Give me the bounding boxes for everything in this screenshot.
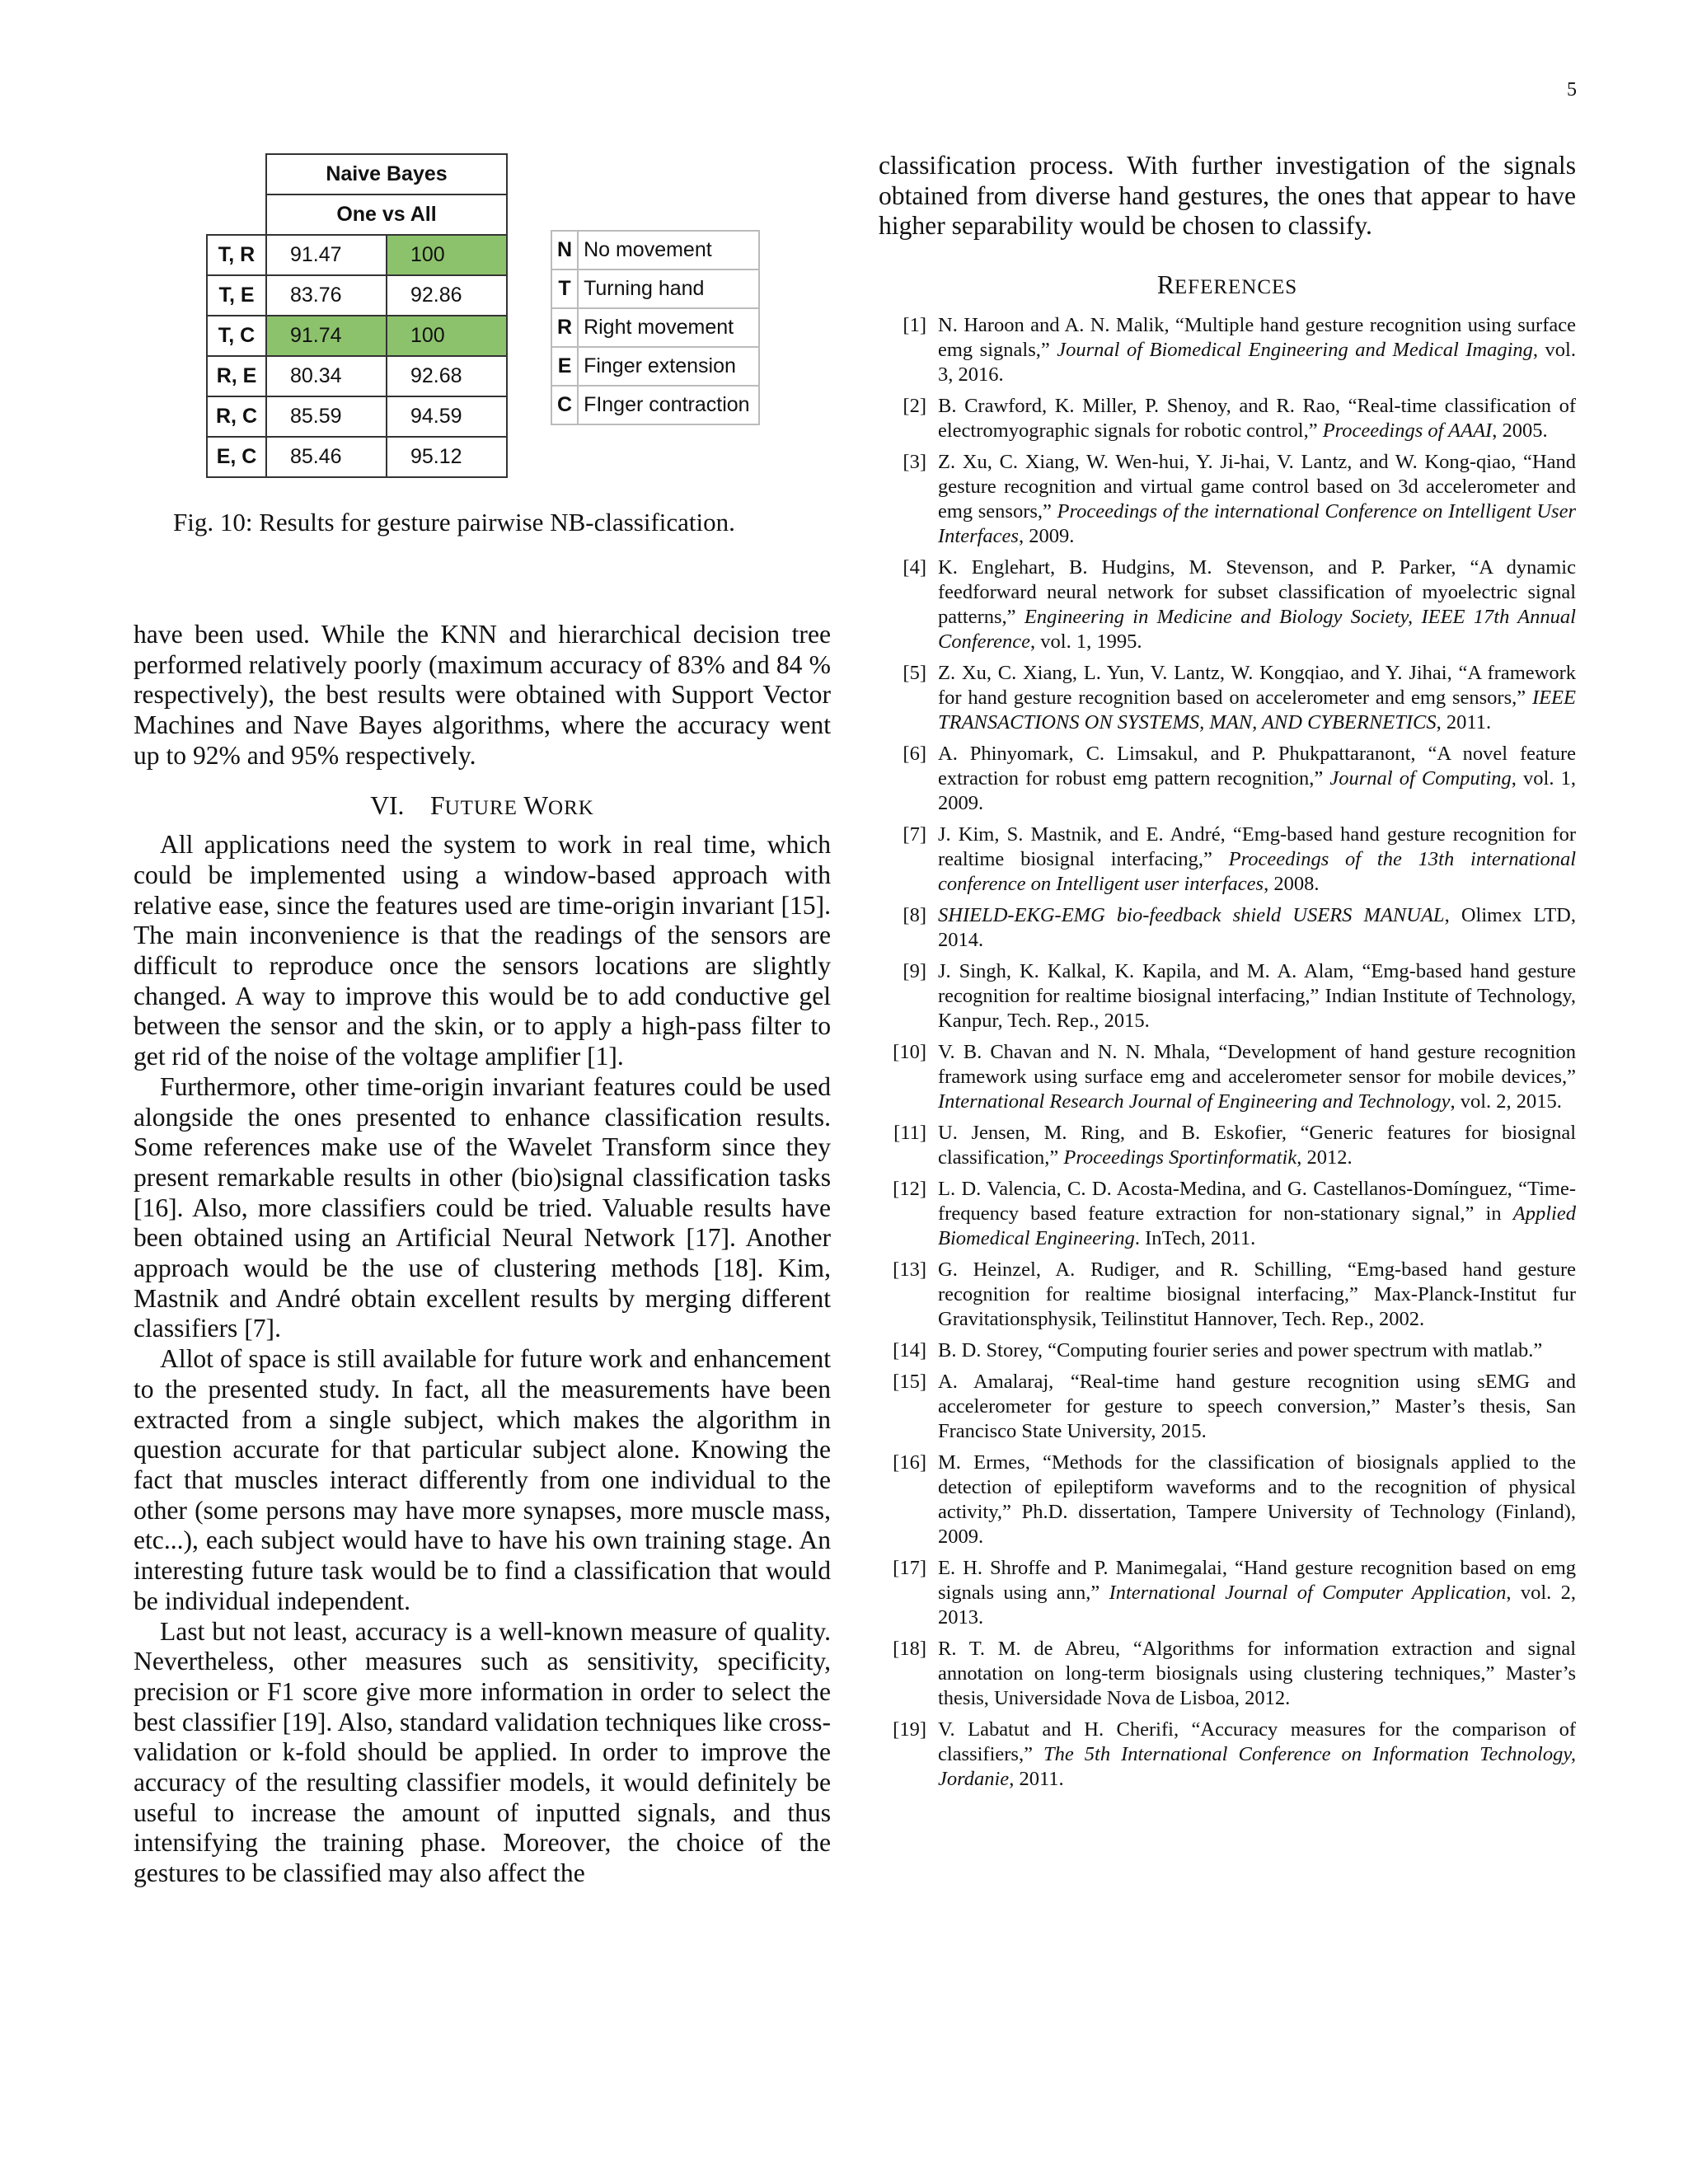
reference-number: [8]: [903, 904, 926, 926]
reference-authors-title: U. Jensen, M. Ring, and B. Eskofier, “Generic features for biosignal classification,”: [938, 1122, 1576, 1169]
row-label: T, E: [207, 275, 266, 316]
legend-code: N: [551, 231, 578, 269]
reference-venue: Proceedings of AAAI: [1322, 419, 1493, 442]
table-row: [207, 316, 507, 356]
legend-code: C: [551, 386, 578, 424]
gesture-legend: [551, 230, 760, 425]
accuracy-cell: 95.12: [387, 437, 507, 477]
reference-text: [938, 1121, 1576, 1170]
reference-details: , vol. 3, 2016.: [938, 339, 1576, 386]
legend-description: Finger extension: [578, 347, 759, 386]
reference-number: [15]: [893, 1371, 926, 1393]
table-row: [207, 437, 507, 477]
reference-item: [879, 1718, 1576, 1792]
reference-item: [879, 450, 1576, 549]
reference-details: , vol. 2, 2015.: [1450, 1090, 1562, 1113]
accuracy-cell: 91.47: [266, 235, 387, 275]
reference-item: [879, 959, 1576, 1033]
reference-venue: International Journal of Computer Application: [1109, 1582, 1507, 1604]
reference-details: , 2005.: [1492, 419, 1548, 442]
reference-number: [5]: [903, 662, 926, 684]
reference-details: , 2012.: [1296, 1146, 1353, 1169]
reference-number: [2]: [903, 395, 926, 417]
body-paragraph: All applications need the system to work in real time, which could be implemented using a window-based approach with relative ease, since the features used are time-origin invariant [15]. The main inconvenience is that the readings of the sensors are difficult to reproduce once the sensors locations are slightly changed. A way to improve this would be to add conductive gel between the sensor and the skin, or to apply a high-pass filter to get rid of the noise of the voltage amplifier [1].: [134, 830, 831, 1071]
reference-authors-title: G. Heinzel, A. Rudiger, and R. Schilling, “Emg-based hand gesture recognition for realtime biosignal interfacing,” Max-Planck-Institut fur Gravitationsphysik, Teilinstitut Hannover, Tech. Rep., 2002.: [938, 1258, 1576, 1330]
reference-number: [11]: [893, 1122, 926, 1144]
reference-text: [938, 1258, 1576, 1332]
reference-item: [879, 1451, 1576, 1549]
page-number: 5: [1567, 79, 1577, 101]
results-table: [206, 153, 508, 478]
accuracy-cell: 92.68: [387, 356, 507, 396]
reference-number: [7]: [903, 823, 926, 846]
reference-text: [938, 394, 1576, 443]
reference-authors-title: Z. Xu, C. Xiang, W. Wen-hui, Y. Ji-hai, V. Lantz, and W. Kong-qiao, “Hand gesture recognition and virtual game control based on 3d accelerometer and emg sensors,”: [938, 451, 1576, 523]
reference-authors-title: J. Kim, S. Mastnik, and E. André, “Emg-based hand gesture recognition for realtime biosignal interfacing,”: [938, 823, 1576, 870]
reference-venue: The 5th International Conference on Information Technology, Jordanie: [938, 1743, 1577, 1790]
reference-item: [879, 1370, 1576, 1444]
legend-code: R: [551, 308, 578, 347]
table-body: [207, 235, 507, 477]
reference-authors-title: N. Haroon and A. N. Malik, “Multiple hand gesture recognition using surface emg signals,”: [938, 314, 1576, 361]
legend-description: No movement: [578, 231, 759, 269]
table-header-naive-bayes: Naive Bayes: [266, 154, 507, 194]
accuracy-cell: 100: [387, 235, 507, 275]
reference-details: , 2008.: [1264, 873, 1320, 895]
row-label: R, C: [207, 396, 266, 437]
row-label: T, R: [207, 235, 266, 275]
reference-venue: Proceedings of the international Conference on Intelligent User Interfaces: [938, 500, 1576, 547]
reference-venue: Engineering in Medicine and Biology Society, IEEE 17th Annual Conference: [938, 606, 1576, 653]
reference-venue: Journal of Biomedical Engineering and Medical Imaging: [1057, 339, 1533, 361]
reference-item: [879, 661, 1576, 735]
body-paragraph: Allot of space is still available for future work and enhancement to the presented study. In fact, all the measurements have been extracted from a single subject, which makes the algorithm in question accurate for that particular subject alone. Knowing the fact that muscles interact differently from one individual to the other (some persons may have more synapses, more muscle mass, etc...), each subject would have to have his own training stage. An interesting future task would be to find a classification that would be individual independent.: [134, 1344, 831, 1615]
reference-details: , 2011.: [1436, 711, 1492, 733]
table-header-one-vs-all: One vs All: [266, 194, 507, 235]
reference-item: [879, 1637, 1576, 1711]
legend-code: E: [551, 347, 578, 386]
reference-item: [879, 1040, 1576, 1114]
reference-venue: International Research Journal of Engineering and Technology: [938, 1090, 1451, 1113]
reference-item: [879, 555, 1576, 654]
table-row: [207, 396, 507, 437]
reference-authors-title: K. Englehart, B. Hudgins, M. Stevenson, and P. Parker, “A dynamic feedforward neural network for subset classification of myoelectric signal patterns,”: [938, 556, 1576, 628]
reference-text: [938, 1370, 1576, 1444]
reference-venue: Proceedings Sportinformatik: [1063, 1146, 1297, 1169]
reference-item: [879, 394, 1576, 443]
table-row: [207, 275, 507, 316]
reference-number: [19]: [893, 1718, 926, 1741]
reference-number: [3]: [903, 451, 926, 473]
table-row: [207, 235, 507, 275]
reference-authors-title: Z. Xu, C. Xiang, L. Yun, V. Lantz, W. Kongqiao, and Y. Jihai, “A framework for hand gesture recognition based on accelerometer and emg sensors,”: [938, 662, 1576, 709]
reference-authors-title: E. H. Shroffe and P. Manimegalai, “Hand gesture recognition based on emg signals using ann,”: [938, 1557, 1576, 1604]
references-heading: REFERENCES: [1156, 270, 1298, 299]
body-paragraph: have been used. While the KNN and hierarchical decision tree performed relatively poorly (maximum accuracy of 83% and 84 % respectively), the best results were obtained with Support Vector Machines and Nave Bayes algorithms, where the accuracy went up to 92% and 95% respectively.: [134, 620, 831, 770]
legend-row: [551, 269, 759, 308]
reference-text: [938, 1451, 1576, 1549]
accuracy-cell: 80.34: [266, 356, 387, 396]
reference-authors-title: B. Crawford, K. Miller, P. Shenoy, and R. Rao, “Real-time classification of electromyographic signals for robotic control,”: [938, 395, 1576, 442]
accuracy-cell: 85.59: [266, 396, 387, 437]
reference-authors-title: V. B. Chavan and N. N. Mhala, “Development of hand gesture recognition framework using surface emg and accelerometer sensor for mobile devices,”: [938, 1041, 1576, 1088]
accuracy-cell: 83.76: [266, 275, 387, 316]
reference-venue: IEEE TRANSACTIONS ON SYSTEMS, MAN, AND CYBERNETICS: [938, 687, 1576, 733]
reference-authors-title: A. Amalaraj, “Real-time hand gesture recognition using sEMG and accelerometer for gesture to speech conversion,” Master’s thesis, San Francisco State University, 2015.: [938, 1371, 1576, 1442]
legend-description: FInger contraction: [578, 386, 759, 424]
legend-description: Right movement: [578, 308, 759, 347]
reference-text: [938, 959, 1576, 1033]
reference-text: [938, 313, 1576, 387]
reference-number: [18]: [893, 1638, 926, 1660]
reference-number: [14]: [893, 1339, 926, 1361]
accuracy-cell: 92.86: [387, 275, 507, 316]
reference-text: [938, 1177, 1576, 1251]
legend-description: Turning hand: [578, 269, 759, 308]
reference-text: [938, 823, 1576, 897]
reference-text: [938, 661, 1576, 735]
reference-text: [938, 1637, 1576, 1711]
reference-authors-title: J. Singh, K. Kalkal, K. Kapila, and M. A. Alam, “Emg-based hand gesture recognition for realtime biosignal interfacing,” Indian Institute of Technology, Kanpur, Tech. Rep., 2015.: [938, 960, 1576, 1032]
reference-item: [879, 903, 1576, 953]
reference-number: [10]: [893, 1041, 926, 1063]
reference-authors-title: L. D. Valencia, C. D. Acosta-Medina, and G. Castellanos-Domínguez, “Time-frequency based feature extraction for non-stationary signal,” in: [938, 1178, 1576, 1225]
reference-text: [938, 1556, 1576, 1630]
reference-details: , 2009.: [1018, 525, 1075, 547]
reference-text: [938, 1718, 1576, 1792]
references-list: [879, 313, 1576, 1798]
table-row: [207, 356, 507, 396]
legend-row: [551, 231, 759, 269]
reference-item: [879, 823, 1576, 897]
reference-authors-title: A. Phinyomark, C. Limsakul, and P. Phukpattaranont, “A novel feature extraction for robust emg pattern recognition,”: [938, 743, 1576, 790]
legend-row: [551, 347, 759, 386]
reference-text: [938, 903, 1576, 953]
reference-venue: Applied Biomedical Engineering: [938, 1202, 1576, 1249]
reference-number: [16]: [893, 1451, 926, 1474]
reference-number: [17]: [893, 1557, 926, 1579]
row-label: T, C: [207, 316, 266, 356]
left-column: [134, 620, 831, 1889]
section-heading: VI. FUTURE WORK: [370, 790, 594, 820]
reference-venue: Journal of Computing: [1329, 767, 1512, 790]
body-paragraph: Last but not least, accuracy is a well-known measure of quality. Nevertheless, other measures such as sensitivity, specificity, precision or F1 score give more information in order to select the best classifier [19]. Also, standard validation techniques like cross-validation or k-fold should be applied. In order to improve the accuracy of the resulting classifier models, it would definitely be useful to increase the amount of inputted signals, and thus intensifying the training phase. Moreover, the choice of the gestures to be classified may also affect the: [134, 1616, 831, 1888]
body-paragraph: Furthermore, other time-origin invariant features could be used alongside the ones presented to enhance classification results. Some references make use of the Wavelet Transform since they present remarkable results in other (bio)signal classification tasks [16]. Also, more classifiers could be tried. Valuable results have been obtained using an Artificial Neural Network [17]. Another approach would be the use of clustering methods [18]. Kim, Mastnik and André obtain excellent results by merging different classifiers [7].: [134, 1071, 831, 1343]
reference-text: [938, 742, 1576, 816]
row-label: R, E: [207, 356, 266, 396]
reference-details: , vol. 1, 2009.: [938, 767, 1576, 814]
reference-venue: Proceedings of the 13th international conference on Intelligent user interfaces: [938, 848, 1577, 895]
reference-text: [938, 1338, 1576, 1363]
reference-number: [12]: [893, 1178, 926, 1200]
reference-authors-title: M. Ermes, “Methods for the classification of biosignals applied to the detection of epileptiform waveforms and to the recognition of physical activity,” Ph.D. dissertation, Tampere University of Technology (Finland), 2009.: [938, 1451, 1576, 1548]
reference-text: [938, 450, 1576, 549]
reference-number: [4]: [903, 556, 926, 579]
reference-item: [879, 313, 1576, 387]
accuracy-cell: 100: [387, 316, 507, 356]
reference-details: , 2011.: [1009, 1768, 1064, 1790]
legend-row: [551, 308, 759, 347]
figure-caption: Fig. 10: Results for gesture pairwise NB-classification.: [173, 508, 735, 537]
reference-number: [13]: [893, 1258, 926, 1281]
reference-details: . InTech, 2011.: [1134, 1227, 1256, 1249]
reference-item: [879, 742, 1576, 816]
legend-row: [551, 386, 759, 424]
reference-item: [879, 1177, 1576, 1251]
reference-details: , vol. 2, 2013.: [938, 1582, 1576, 1629]
reference-item: [879, 1556, 1576, 1630]
reference-authors-title: B. D. Storey, “Computing fourier series and power spectrum with matlab.”: [938, 1339, 1543, 1361]
reference-details: , vol. 1, 1995.: [1030, 630, 1142, 653]
body-paragraph: classification process. With further investigation of the signals obtained from diverse hand gestures, the ones that appear to have higher separability would be chosen to classify.: [879, 151, 1576, 241]
accuracy-cell: 91.74: [266, 316, 387, 356]
row-label: E, C: [207, 437, 266, 477]
reference-details: , Olimex LTD, 2014.: [938, 904, 1576, 951]
reference-number: [9]: [903, 960, 926, 982]
right-column: [879, 151, 1576, 241]
reference-authors-title: R. T. M. de Abreu, “Algorithms for information extraction and signal annotation on long-term biosignals using clustering techniques,” Master’s thesis, Universidade Nova de Lisboa, 2012.: [938, 1638, 1576, 1709]
reference-number: [1]: [903, 314, 926, 336]
accuracy-cell: 85.46: [266, 437, 387, 477]
reference-number: [6]: [903, 743, 926, 765]
accuracy-cell: 94.59: [387, 396, 507, 437]
reference-item: [879, 1338, 1576, 1363]
reference-item: [879, 1121, 1576, 1170]
legend-code: T: [551, 269, 578, 308]
reference-text: [938, 555, 1576, 654]
reference-text: [938, 1040, 1576, 1114]
reference-venue: SHIELD-EKG-EMG bio-feedback shield USERS MANUAL: [938, 904, 1445, 926]
reference-authors-title: V. Labatut and H. Cherifi, “Accuracy measures for the comparison of classifiers,”: [938, 1718, 1576, 1765]
reference-item: [879, 1258, 1576, 1332]
